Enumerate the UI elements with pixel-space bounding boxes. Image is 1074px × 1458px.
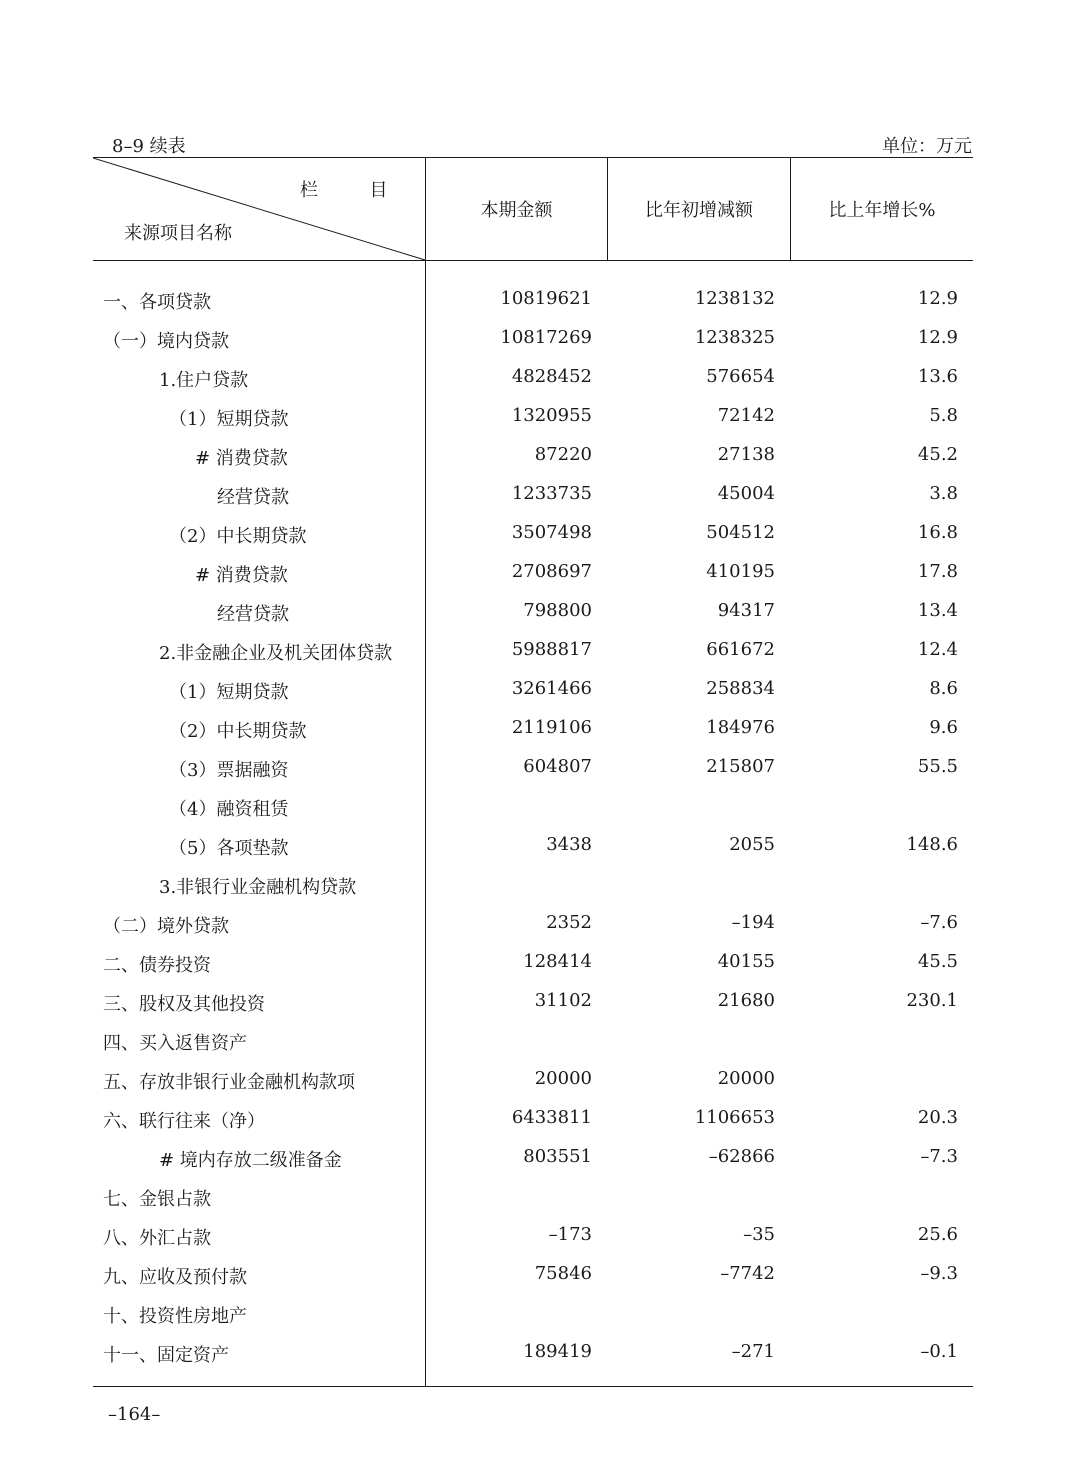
cell-change: 40155 [717,951,775,972]
cell-change: 184976 [706,717,775,738]
row-label: 十一、固定资产 [103,1345,229,1366]
row-label: （1）短期贷款 [169,409,289,430]
cell-change: 1238325 [694,327,775,348]
column-header-change [608,158,790,260]
cell-change: 20000 [717,1068,775,1089]
diag-header-bottom: 来源项目名称 [124,223,232,244]
cell-growth: 25.6 [917,1224,958,1245]
cell-current: 798800 [523,600,592,621]
cell-growth: 148.6 [906,834,958,855]
table-row [93,475,973,514]
cell-growth: 12.9 [917,288,958,309]
cell-growth: 230.1 [906,990,958,1011]
row-label: 七、金银占款 [103,1189,211,1210]
cell-growth: 55.5 [917,756,958,777]
cell-current: 604807 [523,756,592,777]
cell-current: 6433811 [511,1107,592,1128]
cell-current: 5988817 [511,639,592,660]
cell-change: 576654 [706,366,775,387]
cell-growth: 16.8 [917,522,958,543]
cell-current: 4828452 [511,366,592,387]
cell-current: 87220 [534,444,592,465]
row-label: （一）境内贷款 [103,331,229,352]
cell-growth: 9.6 [929,717,958,738]
cell-growth: –9.3 [920,1263,958,1284]
table-row [93,397,973,436]
cell-change: 72142 [717,405,775,426]
table-row [93,1333,973,1372]
row-label: 三、股权及其他投资 [103,994,265,1015]
row-label: 经营贷款 [217,604,289,625]
cell-current: –173 [548,1224,592,1245]
cell-growth: 8.6 [929,678,958,699]
cell-change: 504512 [706,522,775,543]
cell-change: 410195 [706,561,775,582]
cell-growth: 13.4 [917,600,958,621]
cell-change: 45004 [717,483,775,504]
table-id: 8–9 续表 [112,136,186,157]
table-row [93,514,973,553]
cell-current: 10817269 [500,327,592,348]
diagonal-header-line [93,158,426,261]
column-header-current [426,158,607,260]
cell-current: 128414 [523,951,592,972]
table-row [93,670,973,709]
cell-current: 189419 [523,1341,592,1362]
cell-change: 21680 [717,990,775,1011]
diag-header-top [300,176,387,202]
cell-growth: 3.8 [929,483,958,504]
cell-current: 803551 [523,1146,592,1167]
table-row [93,592,973,631]
cell-current: 1320955 [511,405,592,426]
table-row [93,787,973,826]
cell-current: 3507498 [511,522,592,543]
row-label: 二、债券投资 [103,955,211,976]
cell-growth: 45.2 [917,444,958,465]
cell-current: 75846 [534,1263,592,1284]
row-label: （二）境外贷款 [103,916,229,937]
cell-growth: 13.6 [917,366,958,387]
table-row [93,436,973,475]
table-row [93,1294,973,1333]
table-row [93,865,973,904]
row-label: （5）各项垫款 [169,838,289,859]
row-label: 2.非金融企业及机关团体贷款 [159,643,393,664]
table-row [93,631,973,670]
row-label: 八、外汇占款 [103,1228,211,1249]
page-number: –164– [108,1404,161,1425]
row-label: 3.非银行业金融机构贷款 [159,877,357,898]
row-label: # 境内存放二级准备金 [159,1150,342,1171]
row-label: 六、联行往来（净） [103,1111,265,1132]
row-label: 十、投资性房地产 [103,1306,247,1327]
row-label: （1）短期贷款 [169,682,289,703]
table-row [93,748,973,787]
row-label: （3）票据融资 [169,760,289,781]
cell-change: 661672 [706,639,775,660]
table-row [93,826,973,865]
row-label: 经营贷款 [217,487,289,508]
cell-change: 94317 [717,600,775,621]
cell-change: 215807 [706,756,775,777]
table-row [93,280,973,319]
row-label: # 消费贷款 [195,448,288,469]
cell-change: –271 [731,1341,775,1362]
table-row [93,1138,973,1177]
cell-growth: –0.1 [920,1341,958,1362]
table-row [93,709,973,748]
diag-header-top-a: 栏 [300,180,318,201]
diag-header-top-b: 目 [369,180,388,201]
table-row [93,904,973,943]
column-header-current-label: 本期金额 [480,200,553,221]
table-row [93,1216,973,1255]
cell-growth: 17.8 [917,561,958,582]
cell-change: –62866 [708,1146,775,1167]
cell-change: –7742 [720,1263,775,1284]
cell-current: 31102 [534,990,592,1011]
table-row [93,553,973,592]
column-header-growth-label: 比上年增长% [828,200,936,221]
cell-current: 2352 [546,912,592,933]
cell-change: 2055 [729,834,775,855]
table-row [93,1060,973,1099]
cell-current: 1233735 [511,483,592,504]
cell-current: 10819621 [500,288,592,309]
table-row [93,943,973,982]
cell-current: 2119106 [511,717,592,738]
cell-change: –35 [743,1224,775,1245]
cell-change: 1238132 [694,288,775,309]
column-header-change-label: 比年初增减额 [645,200,753,221]
table-bottom-rule [93,1386,973,1387]
row-label: （4）融资租赁 [169,799,289,820]
cell-change: 258834 [706,678,775,699]
table-row [93,1099,973,1138]
cell-change: 27138 [717,444,775,465]
unit-label: 单位：万元 [882,136,972,157]
row-label: # 消费贷款 [195,565,288,586]
table-row [93,358,973,397]
cell-current: 2708697 [511,561,592,582]
cell-current: 20000 [534,1068,592,1089]
cell-growth: –7.6 [920,912,958,933]
row-label: （2）中长期贷款 [169,721,307,742]
column-header-growth [791,158,973,260]
cell-growth: 12.9 [917,327,958,348]
cell-current: 3438 [546,834,592,855]
cell-growth: 45.5 [917,951,958,972]
row-label: 四、买入返售资产 [103,1033,247,1054]
cell-growth: 12.4 [917,639,958,660]
row-label: （2）中长期贷款 [169,526,307,547]
cell-growth: 20.3 [917,1107,958,1128]
table-row [93,1255,973,1294]
table-row [93,319,973,358]
row-label: 一、各项贷款 [103,292,211,313]
cell-growth: 5.8 [929,405,958,426]
row-label: 1.住户贷款 [159,370,249,391]
row-label: 五、存放非银行业金融机构款项 [103,1072,355,1093]
cell-change: 1106653 [694,1107,775,1128]
cell-current: 3261466 [511,678,592,699]
cell-growth: –7.3 [920,1146,958,1167]
row-label: 九、应收及预付款 [103,1267,247,1288]
cell-change: –194 [731,912,775,933]
table-row [93,1021,973,1060]
table-row [93,1177,973,1216]
table-row [93,982,973,1021]
